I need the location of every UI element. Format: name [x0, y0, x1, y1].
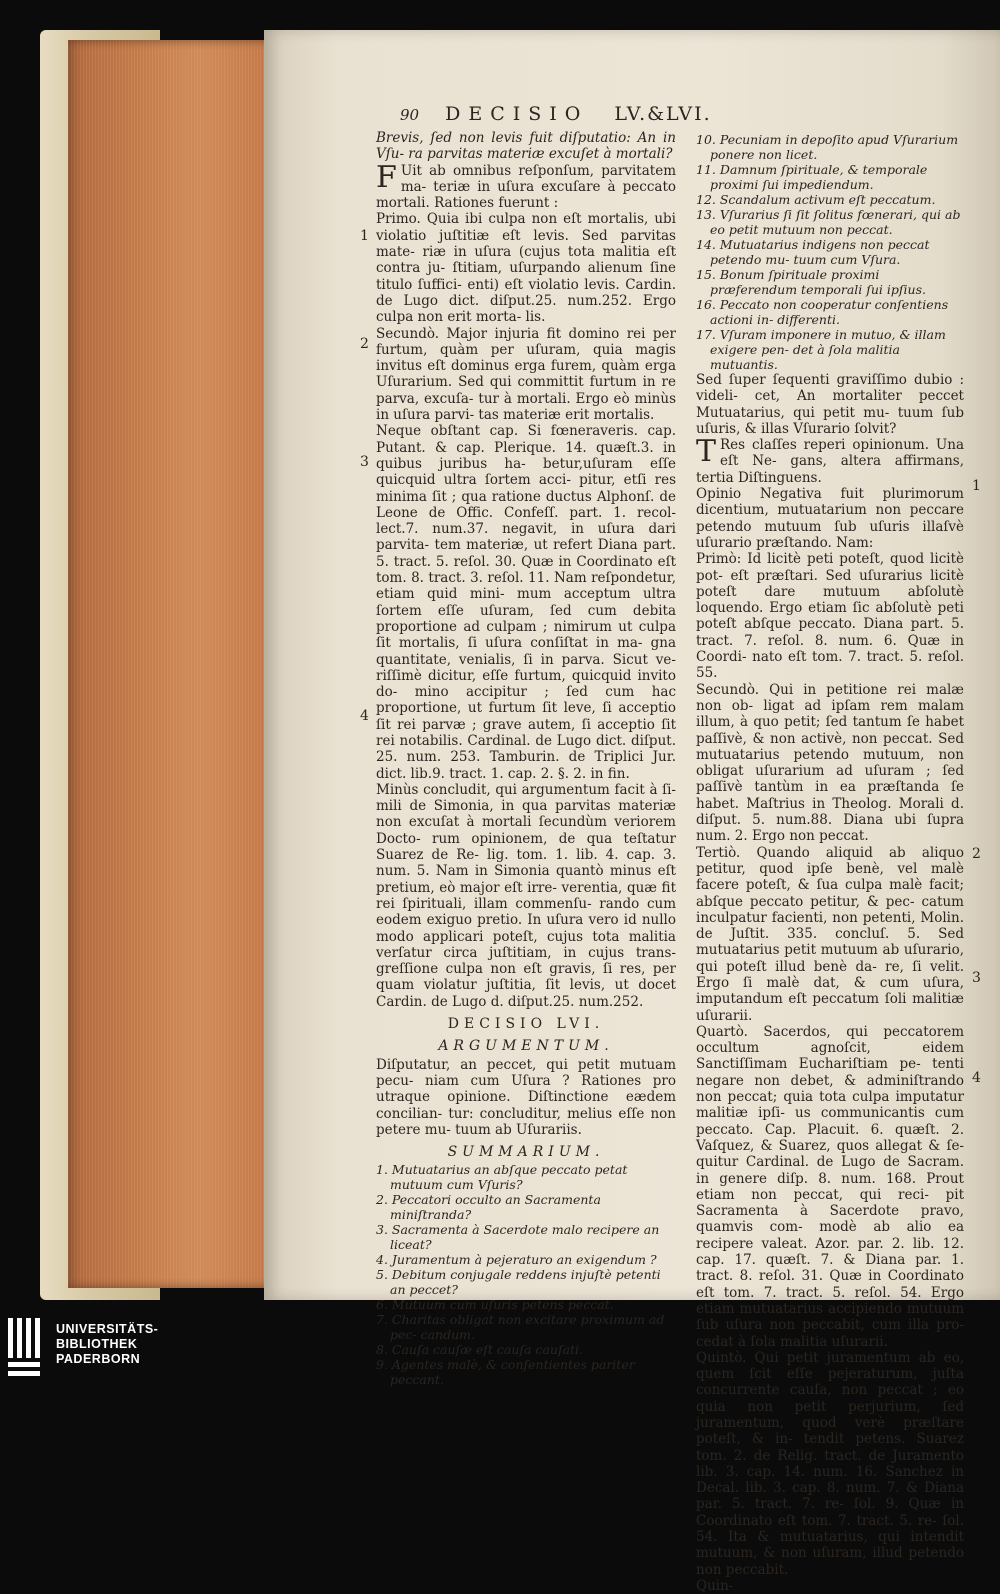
paragraph: Opinio Negativa fuit plurimorum dicentium, mutuatarium non peccare petendo mutuum ſub uſuris illaſvè uſurario præſtando. Nam: — [696, 486, 964, 551]
summarium-item: 7. Charitas obligat non excitare proximum ad pec- candum. — [376, 1312, 665, 1343]
header-title: DECISIO — [445, 103, 589, 125]
summarium-heading: SUMMARIUM. — [447, 1144, 605, 1161]
intro-question: Brevis, ſed non levis fuit diſputatio: An in Vſu- ra parvitas materiæ excuſet à mortali? — [376, 130, 676, 163]
paragraph: Secundò. Qui in petitione rei malæ non ob- ligat ad ipſam rem malam illum, à quo petit; ſed tantum ſe habet paſſivè, & non activè, non peccat. Sed mutuatarius petendo mutuum, non obligat uſurarium ad uſuram ; ſed paſſivè tantùm in ea præſtanda ſe habet. Maſtrius in Theolog. Morali d. diſput. 5. num.88. Diana ubi ſupra num. 2. Ergo non peccat. — [696, 681, 964, 845]
paragraph: T Res claſſes reperi opinionum. Una eſt Ne- gans, altera affirmans, tertia Diſtinguens. — [696, 434, 964, 486]
paragraph: F Uit ab omnibus reſponſum, parvitatem ma- teriæ in uſura excuſare à peccato mortali. Rationes fuerunt : — [376, 159, 676, 212]
right-column — [696, 130, 964, 1594]
question: Sed ſuper ſequenti graviſſimo dubio : videli- cet, An mortaliter peccet Mutuatarius, qui petit mu- tuum ſub uſuris, & illas Vſurario ſolvit? — [696, 372, 964, 437]
library-name-line: PADERBORN — [56, 1352, 141, 1366]
library-name-line: UNIVERSITÄTS- — [56, 1322, 159, 1336]
argumentum-heading: ARGUMENTUM. — [438, 1038, 614, 1055]
paragraph: Quintò. Qui petit juramentum ab eo, quem ſcit eſſe pejeraturum, juſta concurrente cauſa, non peccat ; eo quia non petit perjurium, ſed juramentum, quod verè præſtare poteſt, & in- tendit petens. Suarez tom. 2. de Relig. tract. de Juramento lib. 3. cap. 14. num. 16. Sanchez in Decal. lib. 3. cap. 8. num. 7. & Diana par. 5. tract. 7. re- ſol. 9. Quæ in Coordinato eſt tom. 7. tract. 5. re- ſol. 54. Ita & mutuatarius, qui intendit mutuum, & non uſuram, illud petendo non peccabit. — [696, 1349, 964, 1578]
summarium-item: 4. Juramentum à pejeraturo an exigendum ? — [376, 1252, 657, 1268]
summarium-item: 11. Damnum ſpirituale, & temporale proximi ſui impediendum. — [696, 162, 928, 192]
book-page — [264, 30, 1000, 1594]
library-name — [56, 1322, 158, 1367]
summarium-item: 6. Mutuum cum uſuris petens peccat. — [376, 1297, 614, 1313]
margin-number: 1 — [972, 478, 981, 494]
drop-cap: F — [376, 159, 397, 195]
paragraph: Primò: Id licitè peti poteſt, quod licitè pot- eſt præſtari. Sed uſurarius licitè poteſt dare mutuum abſolutè loquendo. Ergo etiam ſic abſolutè peti poteſt abſque peccato. Diana part. 5. tract. 7. reſol. 8. num. 6. Quæ in Coordi- nato eſt tom. 7. tract. 5. reſol. 55. — [696, 551, 964, 682]
summarium-item: 14. Mutuatarius indigens non peccat petendo mu- tuum cum Vſura. — [696, 237, 930, 267]
summarium-item: 17. Vſuram imponere in mutuo, & illam exigere pen- det à ſola malitia mutuantis. — [696, 327, 946, 372]
summarium-item: 15. Bonum ſpirituale proximi præferendum temporali ſui ipſius. — [696, 267, 926, 297]
margin-number: 3 — [972, 970, 981, 986]
summarium-item: 13. Vſurarius ſi ſit ſolitus fœnerari, qui ab eo petit mutuum non peccat. — [696, 207, 961, 237]
page-number: 90 — [400, 106, 420, 124]
paragraph: Quartò. Sacerdos, qui peccatorem occultum agnoſcit, eidem Sanctiſſimam Euchariſtiam pe- tenti negare non debet, & adminiſtrando non peccat; quia tota culpa imputatur malitiæ ipſi- us communicantis cum peccato. Cap. Placuit. 6. quæſt. 2. Vaſquez, & Suarez, quos allegat & ſe- quitur Cardinal. de Lugo de Sacram. in genere diſp. 8. num. 168. Prout etiam non peccat, qui reci- pit Sacramenta à Sacerdote pravo, quamvis com- modè ab alio ea recipere valeat. Azor. par. 2. lib. 12. cap. 17. quæſt. 7. & Diana par. 1. tract. 8. reſol. 31. Quæ in Coordinato eſt tom. 7. tract. 5. reſol. 54. Ergo etiam mutuatarius accipiendo mutuum ſub uſura non peccabit, cum illa pro- cedat à ſola malitia uſurarii. — [696, 1023, 964, 1350]
paragraph: Minùs concludit, qui argumentum facit à ſi- mili de Simonia, in qua parvitas materiæ non excuſat à mortali ſecundùm veriorem Docto- rum opinionem, de qua teſtatur Suarez de Re- lig. tom. 1. lib. 4. cap. 3. num. 5. Nam in Simonia quantò minus eſt pretium, eò major eſt irre- verentia, quæ fit rei ſpirituali, illam commenſu- rando cum eodem exiguo pretio. In uſura vero id nullo modo applicari poteſt, cujus tota malitia verſatur circa juſtitiam, in cujus trans- greſſione culpa non eſt gravis, ſi res, per quam violatur juſtitia, ſit levis, ut docet Cardin. de Lugo d. diſput.25. num.252. — [376, 781, 676, 1010]
summarium-item: 2. Peccatori occulto an Sacramenta miniſtranda? — [376, 1192, 601, 1223]
margin-number: 4 — [972, 1070, 981, 1086]
margin-number: 2 — [972, 846, 981, 862]
summarium-list-continued — [696, 132, 964, 372]
summarium-item: 16. Peccato non cooperatur conſentiens actioni in- differenti. — [696, 297, 949, 327]
paragraph: Primo. Quia ibi culpa non eſt mortalis, ubi violatio juſtitiæ eſt levis. Sed parvitas mate- riæ in uſura (cujus tota malitia eſt contra ju- ſtitiam, uſurpando alienum ſine titulo ſuffici- enti) eſt violatio levis. Cardin. de Lugo dict. diſput.25. num.252. Ergo culpa non erit morta- lis. — [376, 211, 676, 326]
running-head — [400, 103, 940, 125]
margin-number: 2 — [360, 336, 369, 352]
summarium-item: 3. Sacramenta à Sacerdote malo recipere an liceat? — [376, 1222, 660, 1253]
argumentum-text: Diſputatur, an peccet, qui petit mutuam pecu- niam cum Uſura ? Rationes pro utraque opinione. Diſtinctione eædem concilian- tur: concluditur, melius eſſe non petere mu- tuum ab Uſurariis. — [376, 1056, 676, 1138]
decisio-heading: DECISIO LVI. — [447, 1016, 605, 1033]
summarium-item: 9. Agentes malè, & conſentientes pariter peccant. — [376, 1357, 635, 1388]
paragraph: Tertiò. Quando aliquid ab aliquo petitur, quod ipſe benè, vel malè facere poteſt, & ſua culpa malè facit; abſque peccato petitur, & pec- catum inculpatur facienti, non petenti, Molin. de Juſtit. 335. concluſ. 5. Sed mutuatarius petit mutuum ab uſurario, qui poteſt illud benè da- re, ſi velit. Ergo ſi malè dat, & cum uſura, imputandum eſt peccatum ſoli malitiæ uſurarii. — [696, 844, 964, 1024]
summarium-item: 8. Cauſa cauſæ eſt cauſa cauſati. — [376, 1342, 584, 1358]
paragraph: Secundò. Major injuria fit domino rei per furtum, quàm per uſuram, quia magis invitus eſt dominus erga furem, quàm erga Uſurarium. Sed qui committit furtum in re parva, excuſa- tur à mortali. Ergo eò minùs in uſura parvi- tas materiæ erit mortalis. — [376, 325, 676, 424]
margin-number: 4 — [360, 708, 369, 724]
summarium-item: 5. Debitum conjugale reddens injuſtè petenti an peccet? — [376, 1267, 661, 1298]
summarium-item: 10. Pecuniam in depoſito apud Vſurarium ponere non licet. — [696, 132, 959, 162]
header-subtitle: LV.&LVI. — [614, 103, 712, 125]
library-name-line: BIBLIOTHEK — [56, 1337, 138, 1351]
margin-number: 1 — [360, 228, 369, 244]
summarium-item: 1. Mutuatarius an abſque peccato petat mutuum cum Vſuris? — [376, 1162, 628, 1193]
drop-cap: T — [696, 434, 717, 470]
left-column — [376, 130, 676, 1387]
library-logo-icon — [6, 1316, 48, 1380]
library-logo — [6, 1316, 159, 1386]
catchword: Quin- — [696, 1577, 734, 1594]
margin-number: 3 — [360, 454, 369, 470]
summarium-list — [376, 1162, 676, 1387]
paragraph: Neque obſtant cap. Si fœneraveris. cap. Putant. & cap. Plerique. 14. quæſt.3. in quibus juribus ha- betur,uſuram eſſe quicquid ultra ſortem acci- pitur, etſi res minima ſit ; qua ratione ductus Alphonſ. de Leone de Offic. Confeſſ. part. 1. recol- lect.7. num.37. negavit, in uſura dari parvita- tem materiæ, ut refert Diana part. 5. tract. 5. reſol. 30. Quæ in Coordinato eſt tom. 8. tract. 3. reſol. 11. Nam reſpondetur, etiam quid mini- mum acceptum ultra ſortem eſſe uſuram, ſed cum debita proportione ad culpam ; nimirum ut culpa ſit mortalis, ſi uſura conſiſtat in ma- gna quantitate, venialis, ſi in parva. Sicut ve- riſſimè dicitur, eſſe furtum, quicquid invito do- mino accipitur ; ſed cum hac proportione, ut furtum ſit leve, ſi acceptio ſit rei parvæ ; grave autem, ſi acceptio ſit rei notabilis. Cardinal. de Lugo dict. diſput. 25. num. 253. Tamburin. de Triplici Jur. dict. lib.9. tract. 1. cap. 2. §. 2. in fin. — [376, 423, 676, 782]
summarium-item: 12. Scandalum activum eſt peccatum. — [696, 192, 936, 207]
